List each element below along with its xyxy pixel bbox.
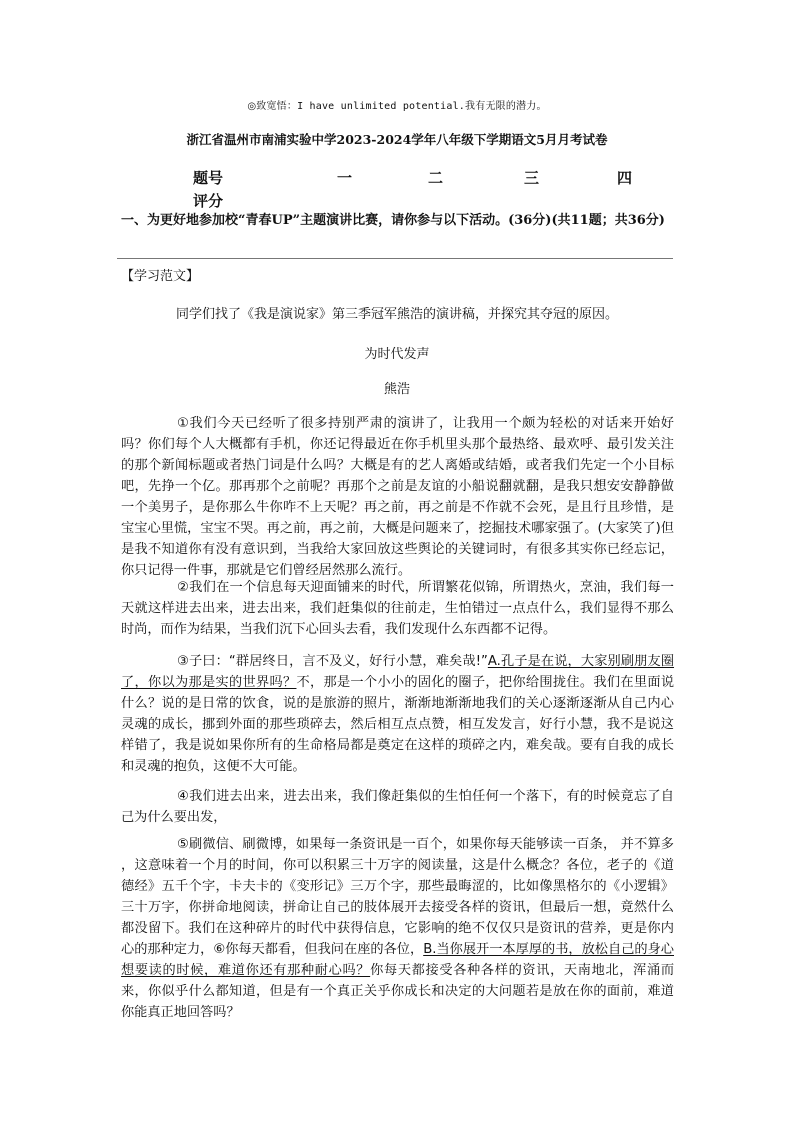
column-3: 三 [524,169,540,187]
label-question-number: 题号 [193,169,224,187]
paragraph-3 [121,651,674,777]
section-title: 一、为更好地参加校“青春UP”主题演讲比赛，请你参与以下活动。(36分)(共11题；共36分) [121,213,665,228]
paragraph-2: ②我们在一个信息每天迎面铺来的时代，所谓繁花似锦，所谓热火，烹油，我们每一天就这样进去出来，进去出来，我们赶集似的往前走，生怕错过一点点什么，我们显得不那么时尚，而作为结果，当我们沉下心回头去看，我们发现什么东西都不记得。 [121,580,674,637]
paragraph-5-end: 你每天都接受各种各样的资讯，天南地北，浑涌而来，你似乎什么都知道，但是有一个真正关乎你成长和决定的大问题若是放在你的面前，难道你能真正地回答吗？ [121,963,675,1020]
speech-title: 为时代发声 [364,347,430,362]
paragraph-3-quote: ③子曰：“群居终日，言不及义，好行小慧，难矣哉!” [177,654,488,669]
label-score: 评分 [193,192,224,210]
paragraph-1: ①我们今天已经听了很多持别严肃的演讲了，让我用一个颇为轻松的对话来开始好吗？你们每个人大概都有手机，你还记得最近在你手机里头那个最热络、最欢呼、最引发关注的那个新闻标题或者热门词是什么吗？大概是有的艺人离婚或结婚，或者我们先定一个小目标吧，先挣一个亿。那再那个之前呢？再那个之前是友谊的小船说翻就翻，是我只想安安静静做一个美男子，是你那么牛你咋不上天呢？再之前，再之前是不作就不会死，是且行且珍惜，是宝宝心里慌，宝宝不哭。再之前，再之前，大概是问题来了，挖掘技术哪家强了。(大家笑了)但是我不知道你有没有意识到，当我给大家回放这些舆论的关键词时，有很多其实你已经忘记，你只记得一件事，那就是它们曾经居然那么流行。 [121,416,674,578]
paragraph-5 [121,834,674,1023]
column-4: 四 [617,169,633,187]
speech-author: 熊浩 [383,382,410,397]
column-2: 二 [428,169,444,187]
paragraph-3-rest: 不，那是一个小小的固化的圈子，把你给围拢住。我们在里面说什么？说的是日常的饮食，说的是旅游的照片，渐渐地渐渐地我们的关心逐渐逐渐从自己内心灵魂的成长，挪到外面的那些琐碎去，然后相互点点赞，相互发发言，好行小慧，我不是说这样错了，我是说如果你所有的生命格局都是奠定在这样的琐碎之内，难矣哉。要有自我的成长和灵魂的抱负，这便不大可能。 [121,675,675,774]
study-label: 【学习范文】 [121,269,200,284]
motto-prefix: ◎致宽悟： [247,101,298,112]
motto-latin: I have unlimited potential. [297,101,466,112]
paragraph-4: ④我们进去出来，进去出来，我们像赶集似的生怕任何一个落下，有的时候竟忘了自己为什么要出发， [121,789,674,825]
exam-title: 浙江省温州市南浦实验中学2023-2024学年八年级下学期语文5月月考试卷 [186,132,608,147]
score-table [0,167,794,210]
underlined-sentence-a: A.孔子是在说，大家别刷朋友圈了，你以为那是实的世界吗？ [121,654,675,690]
intro-text: 同学们找了《我是演说家》第三季冠军熊浩的演讲稿，并探究其夺冠的原因。 [175,307,618,322]
underlined-sentence-b: B.当你展开一本厚厚的书，放松自己的身心想要读的时候，难道你还有那种耐心吗？ [121,942,674,978]
column-1: 一 [337,169,353,187]
divider [117,258,673,259]
motto-line [0,97,794,112]
motto-suffix: 我有无限的潜力。 [465,101,547,112]
paragraph-5-start: ⑤刷微信、刷微博，如果每一条资讯是一百个，如果你每天能够读一百条， 并不算多 ，这意味着一个月的时间，你可以积累三十万字的阅读量，这是什么概念？各位，老子的《道德经》五千个字，卡夫卡的《变形记》三万个字，那些最晦涩的，比如像黑格尔的《小逻辑》三十万字，你拼命地阅读，拼命让自己的肢体展开去接受各样的资讯，但最后一想，竟然什么都没留下。我们在这种碎片的时代中获得信息，它影响的绝不仅仅只是资讯的营养，更是你内心的那种定力，⑥你每天都看，但我问在座的各位， [121,837,674,957]
